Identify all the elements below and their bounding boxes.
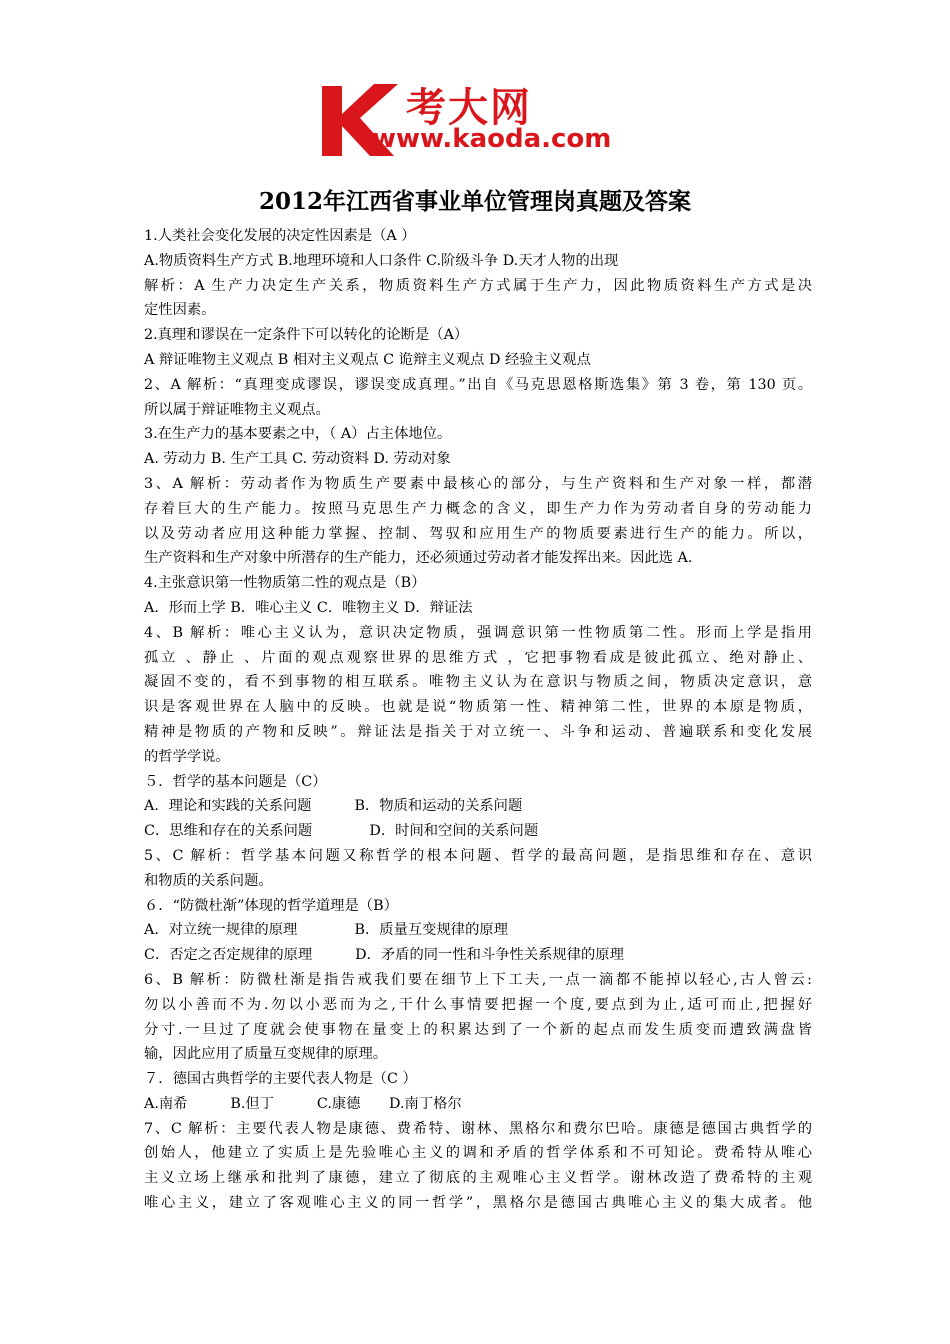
text-line: 5、C 解析：哲学基本问题又称哲学的根本问题、哲学的最高问题，是指思维和存在、意识 bbox=[144, 847, 812, 864]
text-line: 的哲学学说。 bbox=[144, 748, 230, 765]
text-line: 2、A 解析：“真理变成谬误，谬误变成真理。”出自《马克思恩格斯选集》第 3 卷，第 130 页。 bbox=[144, 376, 812, 393]
text-line: 唯心主义，建立了客观唯心主义的同一哲学”，黑格尔是德国古典唯心主义的集大成者。他 bbox=[144, 1195, 812, 1212]
text-line: 主义立场上继承和批判了康德，建立了彻底的主观唯心主义哲学。谢林改造了费希特的主观 bbox=[144, 1170, 812, 1187]
text-line: 和物质的关系问题。 bbox=[144, 872, 273, 889]
text-line: A．理论和实践的关系问题 B．物质和运动的关系问题 bbox=[144, 798, 523, 815]
text-line: 创始人，他建立了实质上是先验唯心主义的调和矛盾的哲学体系和不可知论。费希特从唯心 bbox=[144, 1145, 812, 1162]
text-line: 解析：A 生产力决定生产关系，物质资料生产方式属于生产力，因此物质资料生产方式是决 bbox=[144, 277, 812, 294]
text-line: 1.人类社会变化发展的决定性因素是（A ） bbox=[144, 228, 416, 244]
text-line: 勿以小善而不为.勿以小恶而为之,干什么事情要把握一个度,要点到为止,适可而止,把握好 bbox=[144, 996, 812, 1013]
brand-name: 考大网 bbox=[406, 85, 532, 131]
text-line: A.物质资料生产方式 B.地理环境和人口条件 C.阶级斗争 D.天才人物的出现 bbox=[144, 252, 619, 269]
text-line: A.南希 B.但丁 C.康德 D.南丁格尔 bbox=[144, 1095, 462, 1112]
text-line: ７．德国古典哲学的主要代表人物是（C ） bbox=[144, 1071, 417, 1088]
text-line: 孤立 、静止 、片面的观点观察世界的思维方式 ，它把事物看成是彼此孤立、绝对静止、 bbox=[144, 649, 812, 666]
text-line: 4、B 解析：唯心主义认为，意识决定物质，强调意识第一性物质第二性。形而上学是指用 bbox=[144, 624, 812, 641]
text-line: 4.主张意识第一性物质第二性的观点是（B） bbox=[144, 575, 426, 592]
text-line: A. 劳动力 B. 生产工具 C. 劳动资料 D. 劳动对象 bbox=[144, 451, 451, 468]
text-line: 精神是物质的产物和反映”。辩证法是指关于对立统一、斗争和运动、普遍联系和变化发展 bbox=[144, 723, 812, 740]
text-line: 3.在生产力的基本要素之中，（ A）占主体地位。 bbox=[144, 426, 452, 443]
text-line: 以及劳动者应用这种能力掌握、控制、驾驭和应用生产的物质要素进行生产的能力。所以， bbox=[144, 525, 812, 542]
document-body bbox=[144, 224, 812, 1216]
text-line: 输，因此应用了质量互变规律的原理。 bbox=[144, 1046, 388, 1063]
text-line: 凝固不变的，看不到事物的相互联系。唯物主义认为在意识与物质之间，物质决定意识，意 bbox=[144, 674, 812, 691]
text-line: 6、B 解析：防微杜渐是指告戒我们要在细节上下工夫,一点一滴都不能掉以轻心,古人曾云: bbox=[144, 971, 812, 988]
kaoda-logo bbox=[318, 80, 648, 162]
text-line: 3、A 解析：劳动者作为物质生产要素中最核心的部分，与生产资料和生产对象一样，都潜 bbox=[144, 475, 812, 492]
text-line: 2.真理和谬误在一定条件下可以转化的论断是（A） bbox=[144, 327, 469, 344]
text-line: A 辩证唯物主义观点 B 相对主义观点 C 诡辩主义观点 D 经验主义观点 bbox=[144, 351, 591, 368]
text-line: A．形而上学 B．唯心主义 C．唯物主义 D．辩证法 bbox=[144, 599, 473, 616]
text-line: 存着巨大的生产能力。按照马克思生产力概念的含义，即生产力作为劳动者自身的劳动能力 bbox=[144, 500, 812, 517]
text-line: C．思维和存在的关系问题 D．时间和空间的关系问题 bbox=[144, 823, 539, 840]
text-line: ５．哲学的基本问题是（C） bbox=[144, 773, 327, 790]
text-line: ６．“防微杜渐”体现的哲学道理是（B） bbox=[144, 897, 398, 914]
text-line: A．对立统一规律的原理 B．质量互变规律的原理 bbox=[144, 922, 508, 939]
text-line: 7、C 解析：主要代表人物是康德、费希特、谢林、黑格尔和费尔巴哈。康德是德国古典哲学的 bbox=[144, 1120, 812, 1137]
document-title: 2012年江西省事业单位管理岗真题及答案 bbox=[258, 188, 691, 215]
text-line: 生产资料和生产对象中所潜存的生产能力，还必须通过劳动者才能发挥出来。因此选 A. bbox=[144, 550, 693, 567]
brand-url: www.kaoda.com bbox=[372, 124, 612, 154]
text-line: C．否定之否定规律的原理 D．矛盾的同一性和斗争性关系规律的原理 bbox=[144, 947, 624, 964]
text-line: 所以属于辩证唯物主义观点。 bbox=[144, 401, 330, 418]
text-line: 分寸.一旦过了度就会使事物在量变上的积累达到了一个新的起点而发生质变而遭致满盘皆 bbox=[144, 1021, 812, 1038]
text-line: 定性因素。 bbox=[144, 302, 216, 319]
text-line: 识是客观世界在人脑中的反映。也就是说“物质第一性、精神第二性，世界的本原是物质， bbox=[144, 699, 812, 716]
